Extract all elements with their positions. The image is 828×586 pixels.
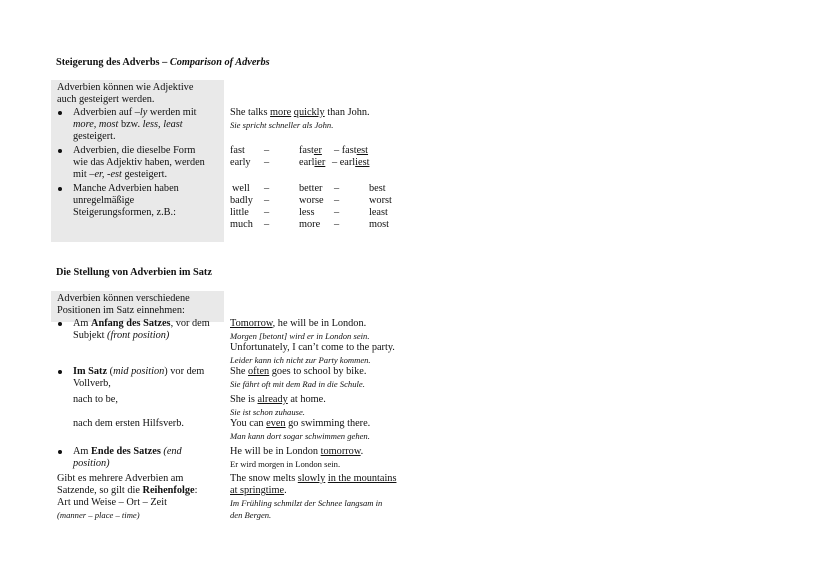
example-even: You can even go swimming there.	[230, 418, 371, 429]
bullet-1	[58, 111, 62, 115]
bullet-2	[58, 149, 62, 153]
irregular-3-dash-1: –	[264, 219, 270, 230]
irregular-0-dash-1: –	[264, 183, 270, 194]
front-position-line-1: Am Anfang des Satzes, vor dem	[73, 318, 210, 329]
bullet-1-line-1: Adverbien auf –ly werden mit	[73, 107, 197, 118]
irregular-1-dash-2: –	[334, 195, 340, 206]
bullet-3	[58, 187, 62, 191]
example-tomorrow: Tomorrow, he will be in London.	[230, 318, 367, 329]
irregular-0-superlative: best	[369, 183, 386, 194]
bullet-3-line-1: Manche Adverbien haben	[73, 183, 179, 194]
word-earliest: – earliest	[332, 157, 370, 168]
bullet-2-line-3: mit –er, -est gesteigert.	[73, 169, 168, 180]
word-earlier: earlier	[299, 157, 326, 168]
example-snow-translation-1: Im Frühling schmilzt der Schnee langsam in	[230, 498, 383, 508]
bullet-1-line-2: more, most bzw. less, least	[73, 119, 183, 130]
bullet-mid	[58, 370, 62, 374]
bullet-2-line-1: Adverbien, die dieselbe Form	[73, 145, 196, 156]
s2-intro-line-2: Positionen im Satz einnehmen:	[57, 305, 185, 316]
irregular-3-superlative: most	[369, 219, 390, 230]
intro-line-1: Adverbien können wie Adjektive	[57, 82, 194, 93]
irregular-0-base: well	[232, 183, 250, 194]
heading-comparison: Steigerung des Adverbs – Comparison of Adverbs	[56, 57, 270, 68]
irregular-1-dash-1: –	[264, 195, 270, 206]
s2-intro-line-1: Adverbien können verschiedene	[57, 293, 190, 304]
bullet-1-line-3: gesteigert.	[73, 131, 116, 142]
order-line-2: Satzende, so gilt die Reihenfolge:	[57, 485, 198, 496]
irregular-0-comparative: better	[299, 183, 323, 194]
end-position-line-1: Am Ende des Satzes (end	[73, 446, 182, 457]
example-end-tomorrow: He will be in London tomorrow.	[230, 446, 364, 457]
word-fast: fast	[230, 145, 245, 156]
example-talks: She talks more quickly than John.	[230, 107, 370, 118]
bullet-3-line-3: Steigerungsformen, z.B.:	[73, 207, 176, 218]
dash-early: –	[264, 157, 270, 168]
irregular-1-comparative: worse	[299, 195, 324, 206]
example-already-translation: Sie ist schon zuhause.	[230, 407, 305, 417]
irregular-2-superlative: least	[369, 207, 388, 218]
irregular-2-dash-2: –	[334, 207, 340, 218]
front-position-line-2: Subjekt (front position)	[73, 330, 170, 341]
mid-position-line-1: Im Satz (mid position) vor dem	[73, 366, 205, 377]
bullet-3-line-2: unregelmäßige	[73, 195, 135, 206]
example-snow-line-2: at springtime.	[230, 485, 287, 496]
example-already: She is already at home.	[230, 394, 326, 405]
word-fastest: – fastest	[334, 145, 369, 156]
example-unfortunately: Unfortunately, I can’t come to the party.	[230, 342, 395, 353]
irregular-1-superlative: worst	[369, 195, 392, 206]
word-faster: faster	[299, 145, 322, 156]
example-snow-line-1: The snow melts slowly in the mountains	[230, 473, 397, 484]
example-often: She often goes to school by bike.	[230, 366, 367, 377]
irregular-2-dash-1: –	[264, 207, 270, 218]
heading-position: Die Stellung von Adverbien im Satz	[56, 267, 212, 278]
bullet-end	[58, 450, 62, 454]
mid-position-auxiliary: nach dem ersten Hilfsverb.	[73, 418, 184, 429]
example-snow-translation-2: den Bergen.	[230, 510, 272, 520]
order-line-3: Art und Weise – Ort – Zeit	[57, 497, 167, 508]
bullet-front	[58, 322, 62, 326]
mid-position-line-2: Vollverb,	[73, 378, 111, 389]
irregular-1-base: badly	[230, 195, 253, 206]
example-unfortunately-translation: Leider kann ich nicht zur Party kommen.	[230, 355, 371, 365]
order-line-1: Gibt es mehrere Adverbien am	[57, 473, 184, 484]
irregular-3-dash-2: –	[334, 219, 340, 230]
irregular-2-comparative: less	[299, 207, 315, 218]
intro-line-2: auch gesteigert werden.	[57, 94, 155, 105]
end-position-line-2: position)	[73, 458, 110, 469]
word-early: early	[230, 157, 251, 168]
irregular-3-base: much	[230, 219, 253, 230]
bullet-2-line-2: wie das Adjektiv haben, werden	[73, 157, 205, 168]
order-line-4: (manner – place – time)	[57, 510, 140, 520]
example-often-translation: Sie fährt oft mit dem Rad in die Schule.	[230, 379, 365, 389]
example-end-tomorrow-translation: Er wird morgen in London sein.	[230, 459, 341, 469]
example-talks-translation: Sie spricht schneller als John.	[230, 120, 334, 130]
irregular-3-comparative: more	[299, 219, 321, 230]
example-even-translation: Man kann dort sogar schwimmen gehen.	[230, 431, 370, 441]
irregular-2-base: little	[230, 207, 249, 218]
irregular-0-dash-2: –	[334, 183, 340, 194]
mid-position-to-be: nach to be,	[73, 394, 118, 405]
dash-fast: –	[264, 145, 270, 156]
example-tomorrow-translation: Morgen [betont] wird er in London sein.	[230, 331, 370, 341]
